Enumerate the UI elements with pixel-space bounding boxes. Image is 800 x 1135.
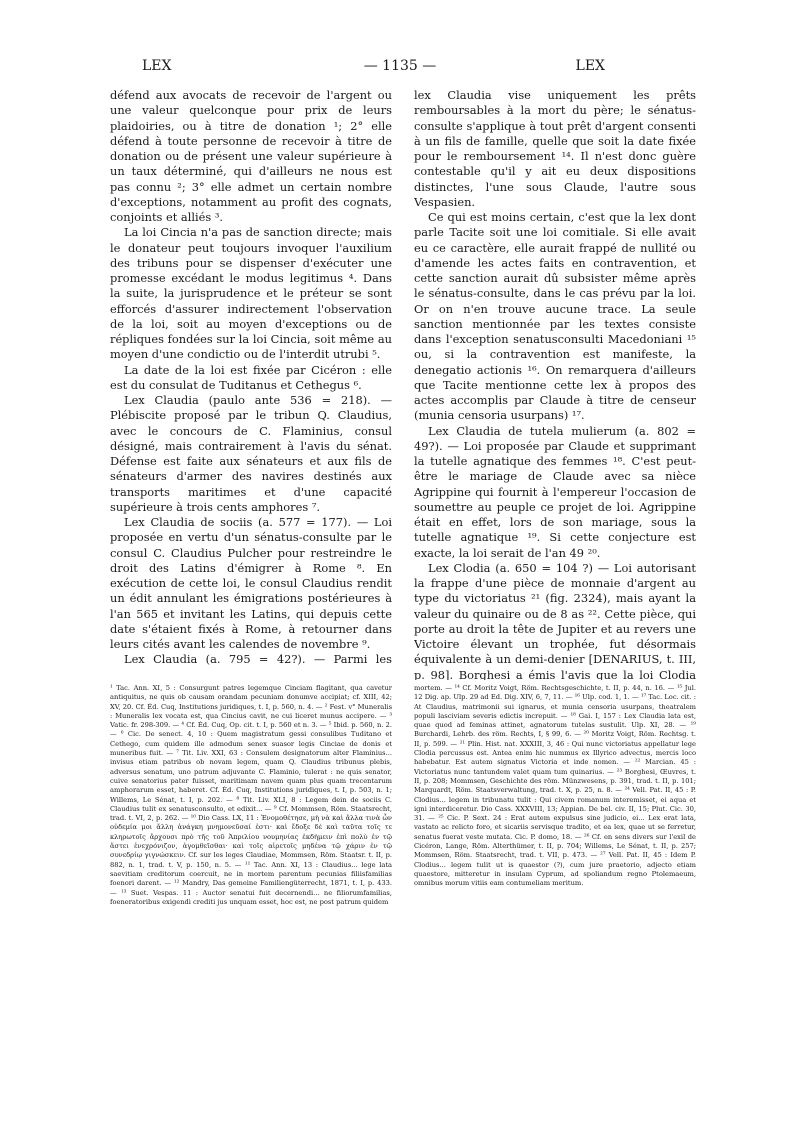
header-left-word: LEX [142,58,172,74]
page-number: — 1135 — [363,58,437,74]
footnotes-text: mortem. — ¹⁴ Cf. Moritz Voigt, Röm. Rechtsgeschichte, t. II, p. 44, n. 16. — ¹⁵ Jul. 12 Dig. ap. Ulp. 29 ad Ed. Dig. XIV, 6, 7, 11. — ¹⁶ Ulp. cod. 1, 1. — ¹⁷ Tac. Loc. cit. : At Claudius, matrimonii sui ignarus, et munia censoria usurpans, theatralem populi lasciviam severis edictis increpuit. — ¹⁸ Gai. I, 157 : Lex Claudia lata est, quae quod ad feminas attinet, agnatorum tutelas sustulit. Ulp. XI, 28. — ¹⁹ Burchardi, Lehrb. des röm. Rechts, I, § 99, 6. — ²⁰ Moritz Voigt, Röm. Rechtsg. t. II, p. 599. — ²¹ Plin. Hist. nat. XXXIII, 3, 46 : Qui nunc victoriatus appellatur lege Clodia percussus est. Antea enim hic nummus ex Illyrico advectus, mercis loco habebatur. Est autem signatus Victoria et inde nomen. — ²² Marcian. 45 : Victoriatus nunc tantundem valet quam tum quinarius. — ²³ Borghesi, Œuvres, t. II, p. 208; Mommsen, Geschichte des röm. Münzwesens, p. 391, trad. t. II, p. 101; Marquardt, Röm. Staatsverwaltung, trad. t. X, p. 25, n. 8. — ²⁴ Vell. Pat. II, 45 : P. Clodius... legem in tribunatu tulit : Qui civem romanum interemisset, ei aqua et igni interdiceretur. Dio Cass. XXXVIII, 13; Appian. De bel. civ. II, 15; Plut. Cic. 30, 31. — ²⁵ Cic. P. Sext. 24 : Erat autem expulsus sine judicio, ei... Lex erat lata, vastato ac relicto foro, et sicariis servisque tradito, et ea lex, quae ut se ferretur, senatus fuerat veste mutata. Cic. P. domo, 18. — ²⁶ Cf. en sens divers sur l'exil de Cicéron, Lange, Röm. Alterthümer, t. II, p. 704; Willems, Le Sénat, t. II, p. 257; Mommsen, Röm. Staatsrecht, trad. t. VII, p. 473. — ²⁷ Vell. Pat. II, 45 : Idem P. Clodius... legem tulit ut is quaestor (?), cum jure praetorio, adjecto etiam quaestore, mitteretur in insulam Cyprum, ad spoliandum regno Ptolemaeum, omnibus morum vitiis eam contumeliam meritum. [414,684,696,888]
footnotes-left [110,684,392,1104]
footnotes-text: ¹ Tac. Ann. XI, 5 : Consurgunt patres legemque Cinciam flagitant, qua cavetur antiquitus, ne quis ob causam orandam pecuniam donumve accipiat; cf. XIII, 42; XV, 20. Cf. Éd. Cuq, Institutions juridiques, t. I, p. 560, n. 4. — ² Fest. v° Muneralis : Muneralis lex vocata est, qua Cincius cavit, ne cui liceret munus accipere. — ³ Vatic. fr. 298-309. — ⁴ Cf. Éd. Cuq, Op. cit. t. I, p. 560 et n. 3. — ⁵ Ibid. p. 560, n. 2. — ⁶ Cic. De senect. 4, 10 : Quem magistratum gessi consulibus Tuditano et Cethego, cum quidem ille admodum senex suasor legis Cinciae de donis et muneribus fuit. — ⁷ Tit. Liv. XXI, 63 : Consulem designatorum alter Flaminius... invisus etiam patribus ob novam legem, quam Q. Claudius tribunus plebis, adversus senatum, uno patrum adjuvante C. Flaminio, tulerat : ne quis senator, cuive senatorius pater fuisset, maritimam navem quam plus quam trecentarum amphorarum esset, haberet. Cf. Éd. Cuq, Institutions juridiques, t. I, p. 503, n. 1; Willems, Le Sénat, t. I, p. 202. — ⁸ Tit. Liv. XLI, 8 : Legem dein de sociis C. Claudius tulit ex senatusconsulto, et edixit... — ⁹ Cf. Mommsen, Röm. Staatsrecht, trad. t. VI, 2, p. 262. — ¹⁰ Dio Cass. LX, 11 : Ἐνομοθέτησε, μὴ νὰ καὶ ἄλλα τινὰ ὧν οὐδεμία μοι ἄλλη ἀνάγκη μνημονεῦσαί ἐστι· καὶ ἔδοξε δὲ καὶ ταῦτα τοῖς τε κληρωτοῖς ἄρχουσι πρὸ τῆς τοῦ Ἀπριλίου νουμηνίας ἐκδήμειν ἐπὶ πολὺ ἐν τῷ ἄστει ἐνεχρόνιζον, ἀγομθεῖσθαι· καὶ τοῖς αἱρετοῖς μηδένα τῷ χάριν ἐν τῷ συνεδρίῳ γιγνώσκειν. Cf. sur les leges Claudiae, Mommsen, Röm. Staatsr. t. II, p. 882, n. 1, trad. t. V, p. 150, n. 5. — ¹¹ Tac. Ann. XI, 13 : Claudius... lege lata saevitiam creditorum coercuit, ne in mortem parentum pecunias filiisfamilias foenori darent. — ¹² Mandry, Das gemeine Familiengüterrecht, 1871, t. I, p. 433. — ¹³ Suet. Vespas. 11 : Auctor senatui fuit decernendi... ne filiorumfamilias, foeneratoribus exigendi crediti jus unquam esset, hoc est, ne post patrum quidem [110,684,392,906]
footnotes-right [414,684,696,1104]
paragraph: Lex Claudia de tutela mulierum (a. 802 = 49?). — Loi proposée par Claude et supprimant la tutelle agnatique des femmes ¹⁸. C'est peut-être le mariage de Claude avec sa nièce Agrippine qui fournit à l'empereur l'occasion de soumettre au peuple ce projet de loi. Agrippine était en effet, lors de son mariage, sous la tutelle agnatique ¹⁹. Si cette conjecture est exacte, la loi serait de l'an 49 ²⁰. [414,423,696,560]
header-right-word: LEX [575,58,605,74]
paragraph: Lex Claudia (paulo ante 536 = 218). — Plébiscite proposé par le tribun Q. Claudius, avec le concours de C. Flaminius, consul désigné, mais contrairement à l'avis du sénat. Défense est faite aux sénateurs et aux fils de sénateurs d'armer des navires destinés aux transports maritimes et d'une capacité supérieure à trois cents amphores ⁷. [110,393,392,514]
paragraph: La date de la loi est fixée par Cicéron : elle est du consulat de Tuditanus et Cethegus ⁶. [110,362,392,392]
paragraph: Lex Clodia (a. 650 = 104 ?) — Loi autorisant la frappe d'une pièce de monnaie d'argent au type du victoriatus ²¹ (fig. 2324), mais ayant la valeur du quinaire ou de 8 as ²². Cette pièce, qui porte au droit la tête de Jupiter et au revers une Victoire élevant un trophée, fut désormais équivalente à un demi-denier [DENARIUS, t. III, p. 98]. Borghesi a émis l'avis que la loi Clodia [414,560,696,680]
left-column [110,88,392,668]
paragraph: La loi Cincia n'a pas de sanction directe; mais le donateur peut toujours invoquer l'auxilium des tribuns pour se dispenser d'exécuter une promesse excédant le modus legitimus ⁴. Dans la suite, la jurisprudence et le préteur se sont efforcés d'assurer indirectement l'observation de la loi, soit au moyen d'exceptions ou de répliques fondées sur la loi Cincia, soit même au moyen d'une condictio ou de l'interdit utrubi ⁵. [110,225,392,362]
paragraph: Ce qui est moins certain, c'est que la lex dont parle Tacite soit une loi comitiale. Si elle avait eu ce caractère, elle aurait frappé de nullité ou d'amende les actes faits en contravention, et cette sanction aurait dû subsister même après le sénatus-consulte, dans le cas prévu par la loi. Or on n'en trouve aucune trace. La seule sanction mentionnée par les textes consiste dans l'exception senatusconsulti Macedoniani ¹⁵ ou, si la contravention est manifeste, la denegatio actionis ¹⁶. On remarquera d'ailleurs que Tacite mentionne cette lex à propos des actes accomplis par Claude à titre de censeur (munia censoria usurpans) ¹⁷. [414,210,696,423]
paragraph: lex Claudia vise uniquement les prêts remboursables à la mort du père; le sénatus-consulte s'applique à tout prêt d'argent consenti à un fils de famille, quelle que soit la date fixée pour le remboursement ¹⁴. Il n'est donc guère contestable qu'il y ait eu deux dispositions distinctes, l'une sous Claude, l'autre sous Vespasien. [414,88,696,209]
paragraph: Lex Claudia de sociis (a. 577 = 177). — Loi proposée en vertu d'un sénatus-consulte par le consul C. Claudius Pulcher pour restreindre le droit des Latins d'émigrer à Rome ⁸. En exécution de cette loi, le consul Claudius rendit un édit annulant les émigrations postérieures à l'an 565 et invitant les Latins, qui depuis cette date s'étaient fixés à Rome, à retourner dans leurs cités avant les calendes de novembre ⁹. [110,515,392,651]
paragraph: Lex Claudia (a. 795 = 42?). — Parmi les [124,652,392,667]
running-header [100,58,700,80]
paragraph: défend aux avocats de recevoir de l'argent ou une valeur quelconque pour prix de leurs plaidoiries, ou à titre de donation ¹; 2° elle défend à toute personne de recevoir à titre de donation ou de présent une valeur supérieure à un taux déterminé, qui d'ailleurs ne nous est pas connu ²; 3° elle admet un certain nombre d'exceptions, notamment au profit des cognats, conjoints et alliés ³. [110,88,392,224]
right-column [414,88,696,680]
